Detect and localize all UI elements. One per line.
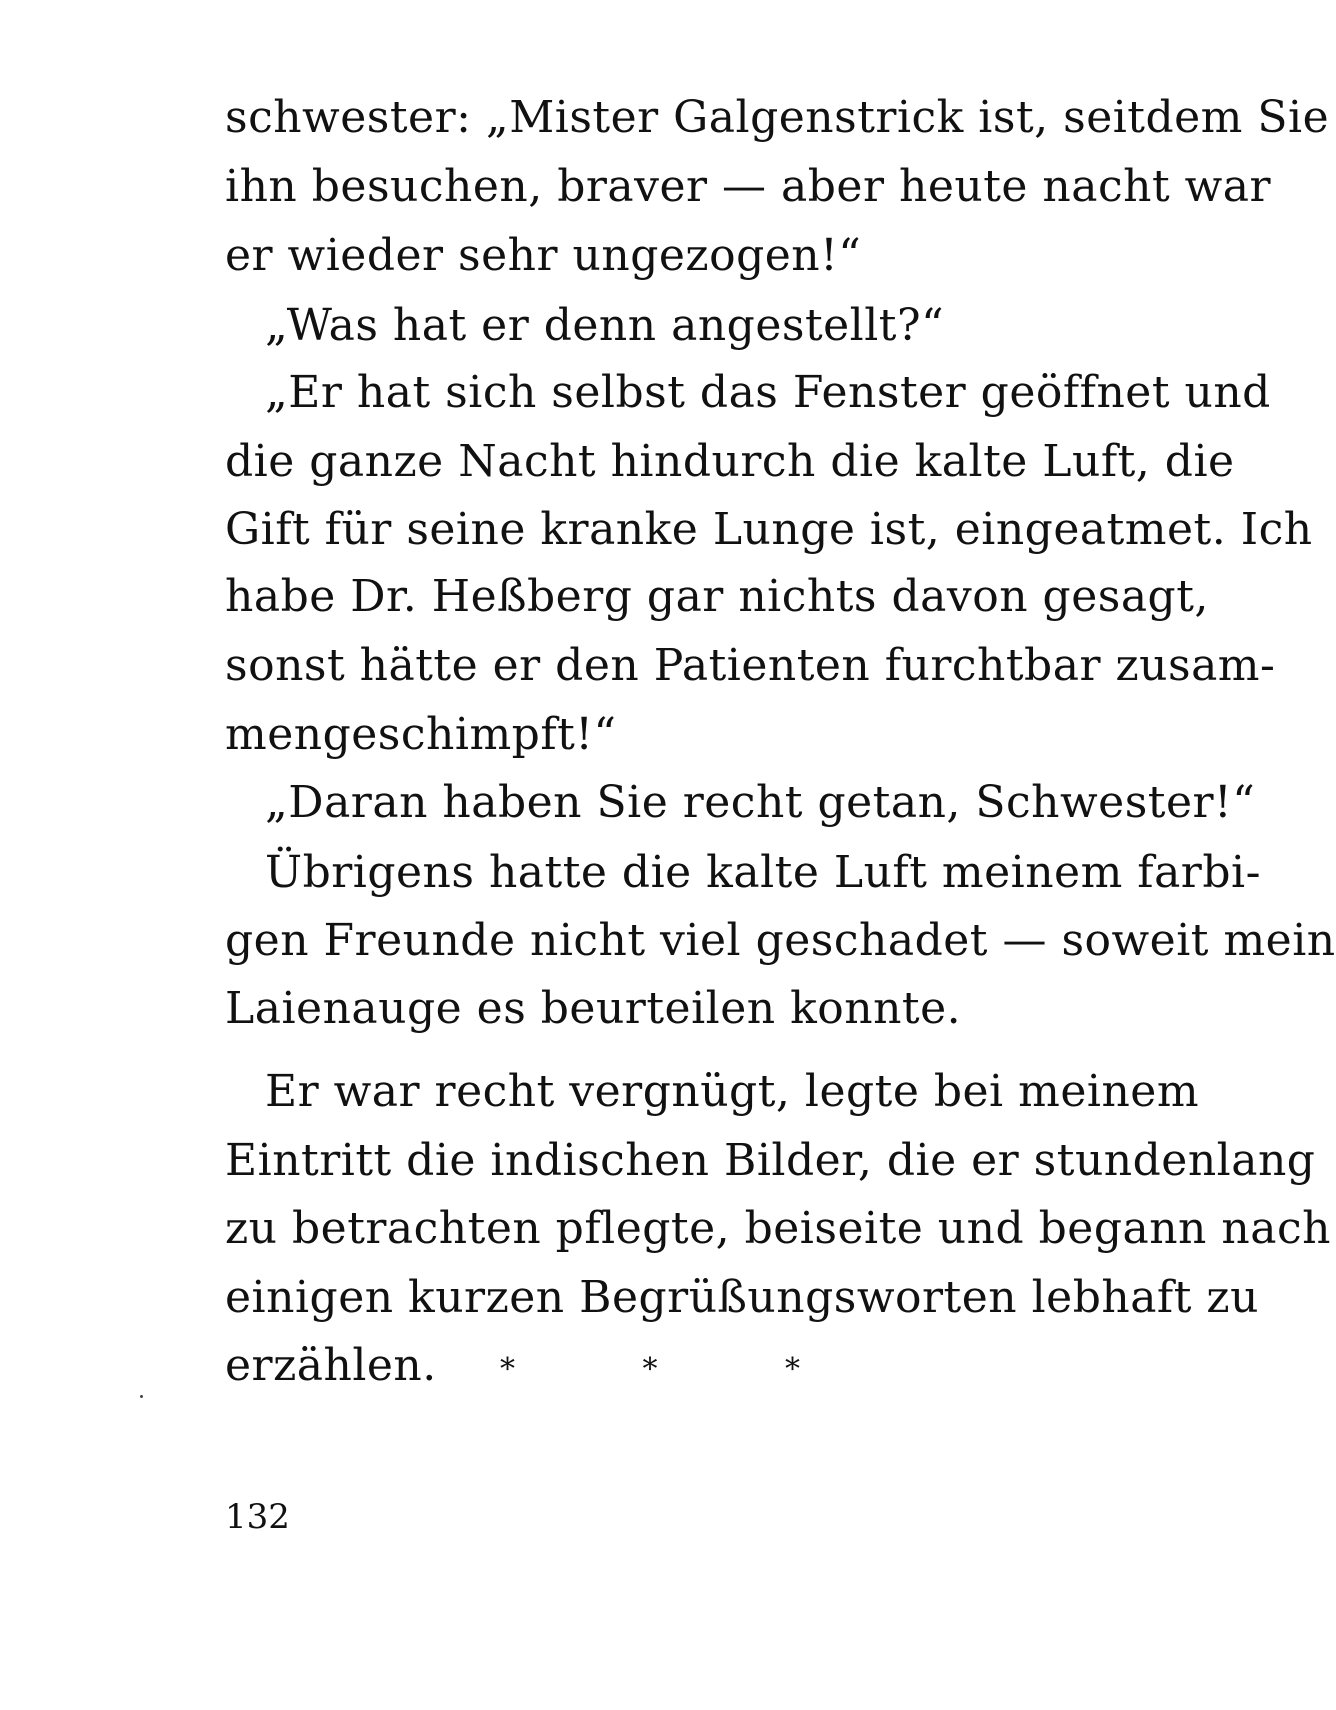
separator-star: * <box>500 1352 515 1387</box>
text-line: erzählen. <box>225 1340 437 1391</box>
scan-speck <box>140 1395 143 1398</box>
text-line: Laienauge es beurteilen konnte. <box>225 983 962 1034</box>
separator-star: * <box>642 1352 658 1387</box>
text-line: schwester: „Mister Galgenstrick ist, seitdem Sie <box>225 92 1330 143</box>
separator-star: * <box>785 1352 800 1387</box>
page-number: 132 <box>225 1497 290 1537</box>
text-line: Eintritt die indischen Bilder, die er stundenlang <box>225 1135 1316 1186</box>
text-line: er wieder sehr ungezogen!“ <box>225 230 862 281</box>
section-separator <box>500 1350 800 1390</box>
text-line: Er war recht vergnügt, legte bei meinem <box>265 1066 1200 1117</box>
text-line: zu betrachten pflegte, beiseite und begann nach <box>225 1203 1331 1254</box>
text-line: „Er hat sich selbst das Fenster geöffnet und <box>265 367 1271 418</box>
text-line: „Was hat er denn angestellt?“ <box>265 300 945 351</box>
text-line: ihn besuchen, braver — aber heute nacht war <box>225 161 1272 212</box>
text-line: Übrigens hatte die kalte Luft meinem farbi- <box>265 847 1261 898</box>
text-line: einigen kurzen Begrüßungsworten lebhaft zu <box>225 1272 1259 1323</box>
text-line: mengeschimpft!“ <box>225 709 617 760</box>
text-line: sonst hätte er den Patienten furchtbar zusam- <box>225 640 1276 691</box>
text-line: gen Freunde nicht viel geschadet — soweit mein <box>225 915 1336 966</box>
text-line: „Daran haben Sie recht getan, Schwester!“ <box>265 777 1256 828</box>
text-line: habe Dr. Heßberg gar nichts davon gesagt, <box>225 571 1209 622</box>
text-line: Gift für seine kranke Lunge ist, eingeatmet. Ich <box>225 504 1313 555</box>
text-line: die ganze Nacht hindurch die kalte Luft, die <box>225 436 1235 487</box>
